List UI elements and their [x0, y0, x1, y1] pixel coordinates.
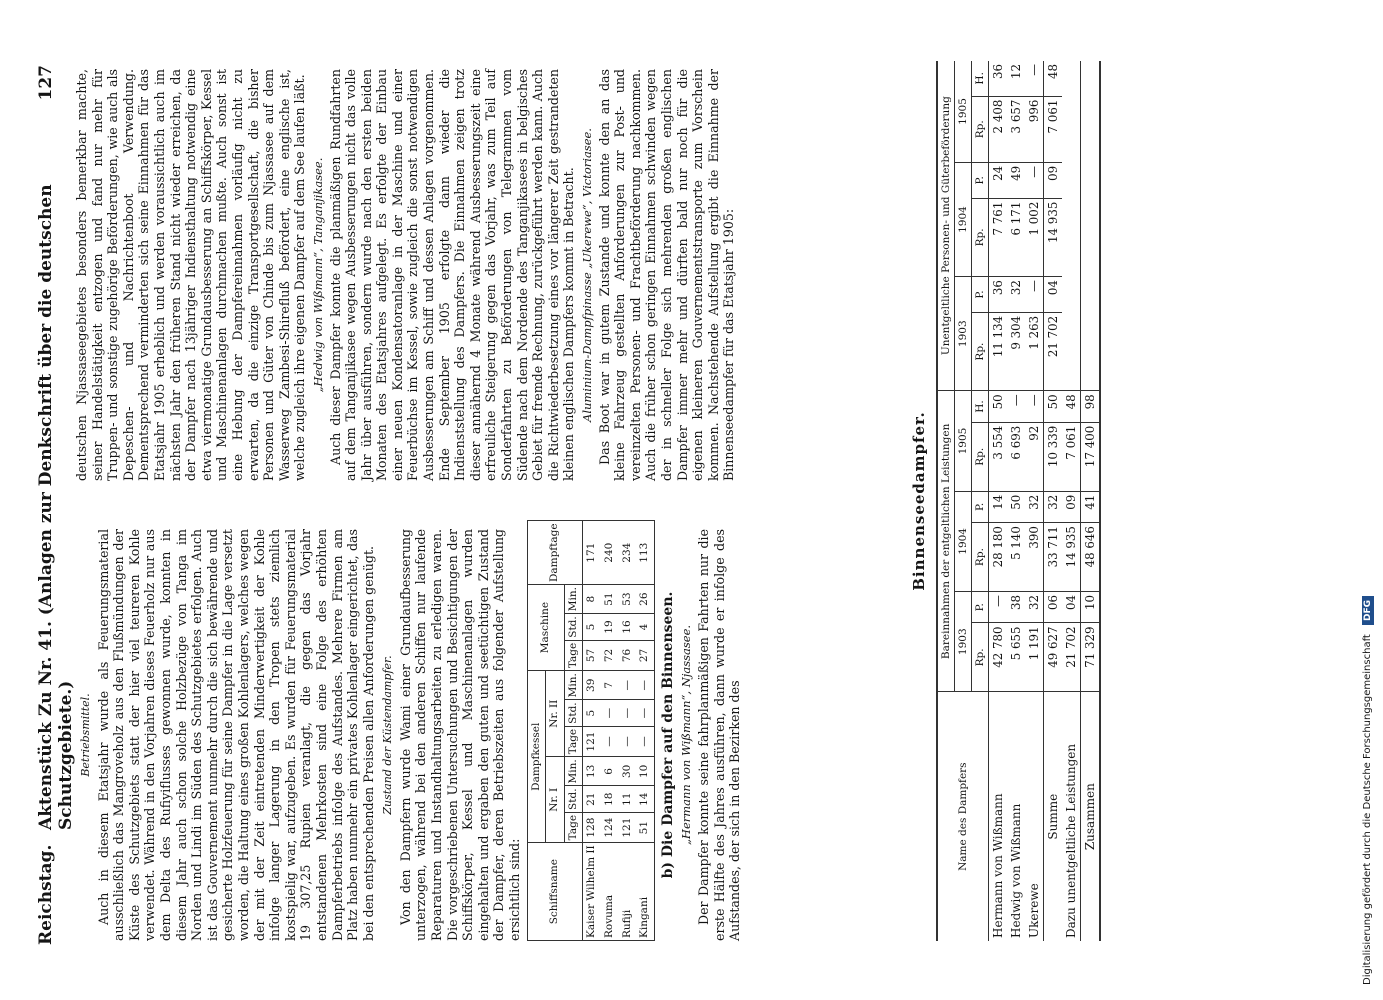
th-unit: P.: [972, 491, 989, 522]
th-unit: Tage: [564, 812, 583, 842]
cell: 113: [636, 521, 654, 585]
cell: 53: [619, 585, 637, 614]
cell: 26: [636, 585, 654, 614]
th-steamer-name: Name des Dampfers: [937, 692, 989, 941]
inland-income-table: [936, 61, 1101, 941]
cell: —: [636, 700, 654, 726]
cell: 5: [583, 614, 601, 640]
cell: Rovuma: [601, 843, 619, 941]
cell: 13: [583, 757, 601, 786]
cell: 21 702: [1062, 623, 1081, 692]
th-boiler-1: Nr. I: [546, 757, 565, 843]
ship-title-hedwig: „Hedwig von Wißmann“, Tanganjikasee.: [310, 157, 325, 393]
left-text-column: [74, 523, 745, 941]
cell: 92: [1025, 422, 1044, 491]
document-page: [30, 0, 1350, 985]
paragraph-hermann: Der Dampfer konnte seine fahrplanmäßigen Fahrten nur die erste Hälfte des Jahres ausführen, dann wurde er infolge des Aufstandes, der sich in den Bezirken des: [695, 529, 743, 941]
cell: 5 140: [1007, 523, 1025, 592]
cell: 04: [1044, 277, 1063, 313]
cell: —: [1025, 391, 1044, 422]
cell: 72: [601, 640, 619, 670]
cell: 27: [636, 640, 654, 670]
digitization-text: Digitalisierung gefördert durch die Deutsche Forschungsgemeinschaft: [1362, 634, 1373, 985]
cell: 121: [619, 812, 637, 842]
cell: 9 304: [1007, 312, 1025, 390]
table-row: [1025, 61, 1044, 941]
cell: 19: [601, 614, 619, 640]
paragraph-hedwig: Auch dieser Dampfer konnte die planmäßigen Rundfahrten auf dem Tanganjikasee wegen Ausbesserungen nicht das volle Jahr über ausführen, sondern wurde nach den ersten beiden Monaten des Etatsjahres aufgelegt. Es erfolgte der Einbau einer neuen Kondensatoranlage in der Maschine und einer Feuerbüchse im Kessel, sowie zugleich die sonst notwendigen Ausbesserungen am Schiff und dessen Anlagen vorgenommen. Ende September 1905 erfolgte dann wieder die Indienststellung des Dampfers. Die Einnahmen zeigen trotz dieser annähernd 4 Monate während Ausbesserungszeit eine erfreuliche Steigerung gegen das Vorjahr, was zum Teil auf Sonderfahrten zu Beförderungen von Telegrammen vom Südende nach dem Nordende des Tanganjikasees in belgisches Gebiet für fremde Rechnung, zurückgeführt werden kann. Auch die Richtwiederbesetzung eines vor längerer Zeit gestrandeten kleinen englischen Dampfers kommt in Betracht.: [327, 69, 577, 481]
cell: 5 655: [1007, 623, 1025, 692]
table-row-extra: [1062, 61, 1081, 941]
cell: —: [989, 592, 1008, 623]
cell: 128: [583, 812, 601, 842]
th-unit: P.: [972, 277, 989, 313]
cell: —: [619, 700, 637, 726]
cell: 3 554: [989, 422, 1008, 491]
cell: 38: [1007, 592, 1025, 623]
paragraph-fuel: Auch in diesem Etatsjahr wurde als Feuerungsmaterial ausschließlich das Mangroveholz aus den Flußmündungen der Küste des Schutzgebiets statt der hier viel teureren Kohle verwendet. Während in den Vorjahren dieses Feuerholz nur aus dem Delta des Rufiyiflusses gewonnen wurde, konnten in diesem Jahr auch schon solche Holzbezüge von Tanga im Norden und Lindi im Süden des Schutzgebietes erfolgen. Auch ist das Gouvernement nunmehr durch die sich bewährende und gesicherte Holzfeuerung für seine Dampfer in die Lage versetzt worden, die Haltung eines großen Kohlenlagers, welches wegen der mit der Zeit eintretenden Minderwertigkeit der Kohle infolge langer Lagerung in den Tropen stets ziemlich kostspielig war, aufzugeben. Es wurden für Feuerungsmaterial 19 307,25 Rupien veranlagt, die gegen das Vorjahr entstandenen Mehrkosten sind eine Folge des erhöhten Dampferbetriebs infolge des Aufstandes. Mehrere Firmen am Platz haben nunmehr ein privates Kohlenlager eingerichtet, das bei den entsprechenden Preisen allen Anforderungen genügt.: [95, 529, 376, 941]
th-unit: P.: [972, 592, 989, 623]
cell: 14: [989, 491, 1008, 522]
cell: 17 400: [1081, 422, 1101, 491]
th-unit: Min.: [564, 585, 583, 614]
cell: —: [1007, 391, 1025, 422]
table-row: [583, 521, 601, 941]
cell: —: [619, 726, 637, 756]
cell: 09: [1062, 491, 1081, 522]
th-free-transport: Unentgeltliche Personen- und Güterbeförderung: [937, 61, 955, 391]
cell: 51: [601, 585, 619, 614]
cell: —: [636, 726, 654, 756]
cell: 14 935: [1044, 198, 1063, 276]
cell: 16: [619, 614, 637, 640]
th-boiler-2: Nr. II: [546, 671, 565, 757]
th-unit: Std.: [564, 700, 583, 726]
th-unit: Tage: [564, 726, 583, 756]
cell: 1 002: [1025, 198, 1044, 276]
th-unit: Rp.: [972, 96, 989, 162]
cell: 390: [1025, 523, 1044, 592]
cell: 48 646: [1081, 523, 1101, 592]
cell: 98: [1081, 391, 1101, 422]
table-row-total: [1081, 61, 1101, 941]
cell: 6 171: [1007, 198, 1025, 276]
cell: 50: [1007, 491, 1025, 522]
cell: 39: [583, 671, 601, 700]
table-row: [989, 61, 1008, 941]
cell: 7 761: [989, 198, 1008, 276]
th-year: 1904: [955, 162, 972, 276]
cell: 124: [601, 812, 619, 842]
cell: 50: [1044, 391, 1063, 422]
cell: 14 935: [1062, 523, 1081, 592]
cell: 11 134: [989, 312, 1008, 390]
cell: —: [1025, 162, 1044, 198]
right-text-column: [74, 69, 739, 481]
cell: Kingani: [636, 843, 654, 941]
left-top-note: Betriebsmittel.: [79, 693, 92, 777]
cell: 71 329: [1081, 623, 1101, 692]
cell: 09: [1044, 162, 1063, 198]
th-year: 1904: [955, 491, 972, 591]
cell: 32: [1025, 592, 1044, 623]
cell: —: [636, 671, 654, 700]
th-ship-name: Schiffsname: [527, 843, 583, 941]
page-number: 127: [36, 65, 56, 101]
cell: 21 702: [1044, 312, 1063, 390]
th-cash-income: Bareinnahmen der entgeltlichen Leistungen: [937, 391, 955, 692]
section-title-inland: b) Die Dampfer auf den Binnenseen.: [659, 591, 676, 879]
cell: 06: [1044, 592, 1063, 623]
cell-empty: [1062, 61, 1081, 391]
th-unit: Rp.: [972, 523, 989, 592]
th-boiler: Dampfkessel: [527, 671, 546, 843]
th-unit: Min.: [564, 671, 583, 700]
cell: Summe: [1044, 692, 1063, 941]
th-unit: H.: [972, 391, 989, 422]
cell: 7 061: [1044, 96, 1063, 162]
cell: 10: [636, 757, 654, 786]
table-row: [619, 521, 637, 941]
cell: 4: [636, 614, 654, 640]
header-title: Aktenstück Zu Nr. 41. (Anlagen zur Denkschrift über die deutschen Schutzgebiete.): [36, 184, 76, 830]
cell: 2 408: [989, 96, 1008, 162]
page-header: [36, 65, 76, 945]
th-year: 1905: [955, 61, 972, 162]
cell: 36: [989, 277, 1008, 313]
cell: —: [601, 726, 619, 756]
header-left: Reichstag.: [36, 844, 56, 945]
cell: Rufiji: [619, 843, 637, 941]
cell: 28 180: [989, 523, 1008, 592]
cell: 33 711: [1044, 523, 1063, 592]
th-unit: Tage: [564, 640, 583, 670]
cell: —: [619, 671, 637, 700]
cell: 6: [601, 757, 619, 786]
th-unit: Rp.: [972, 312, 989, 390]
dfg-logo-icon: DFG: [1362, 596, 1374, 625]
table-row: [636, 521, 654, 941]
ship-title-ukerewe: Aluminium-Dampfpinasse „Ukerewe“, Victoriasee.: [580, 128, 594, 422]
cell: 24: [989, 162, 1008, 198]
cell: 8: [583, 585, 601, 614]
ship-title-hermann: „Hermann von Wißmann“, Njassasee.: [679, 624, 694, 846]
cell-empty: [1081, 61, 1101, 391]
th-engine: Maschine: [527, 585, 564, 671]
cell: 30: [619, 757, 637, 786]
cell: 49: [1007, 162, 1025, 198]
cell: 57: [583, 640, 601, 670]
cell: Hermann von Wißmann: [991, 793, 1005, 938]
cell: —: [601, 700, 619, 726]
cell: 04: [1062, 592, 1081, 623]
digitization-note: [1362, 5, 1380, 985]
cell: 171: [583, 521, 601, 585]
th-unit: P.: [972, 162, 989, 198]
table-row: [601, 521, 619, 941]
cell: 18: [601, 786, 619, 812]
cell: 1 191: [1025, 623, 1044, 692]
cell: —: [1025, 61, 1044, 96]
th-year: 1905: [955, 391, 972, 491]
th-steam-days: Dampftage: [527, 521, 583, 585]
th-unit: Min.: [564, 757, 583, 786]
cell: 11: [619, 786, 637, 812]
operating-times-table: [527, 520, 655, 941]
table-row-sum: [1044, 61, 1063, 941]
cell: Hedwig von Wißmann: [1009, 803, 1023, 938]
cell: 1 263: [1025, 312, 1044, 390]
cell: 234: [619, 521, 637, 585]
cell: Dazu unentgeltliche Leistungen: [1064, 743, 1078, 938]
cell: 5: [583, 700, 601, 726]
cell: 996: [1025, 96, 1044, 162]
inland-steamers-title: Binnenseedampfer.: [910, 411, 928, 591]
th-unit: Std.: [564, 614, 583, 640]
th-unit: Rp.: [972, 198, 989, 276]
paragraph-condition: Von den Dampfern wurde Wami einer Grundaufbesserung unterzogen, während bei den anderen Schiffen nur laufende Reparaturen und Instandhaltungsarbeiten zu erledigen waren. Die vorgeschriebenen Untersuchungen und Besichtigungen der Schiffskörper, Kessel und Maschinenanlagen wurden eingehalten und ergaben den guten und seetüchtigen Zustand der Dampfer, deren Betriebszeiten aus folgender Aufstellung ersichtlich sind:: [397, 529, 523, 941]
paragraph-njassa: deutschen Njassaseegebietes besonders bemerkbar machte, seiner Handelstätigkeit entzogen und fand nur mehr für Truppen- und sonstige zugehörige Beförderungen, wie auch als Depeschen- und Nachrichtenboot Verwendung. Dementsprechend verminderten sich seine Einnahmen für das Etatsjahr 1905 erheblich und werden voraussichtlich auch im nächsten Jahr den früheren Stand nicht wieder erreichen, da der Dampfer nach 13jähriger Indiensthaltung notwendig eine etwa viermonatige Grundausbesserung an Schiffskörper, Kessel und Maschinenanlagen durchmachen mußte. Auch sonst ist eine Hebung der Dampfereinnahmen vorläufig nicht zu erwarten, da die einzige Transportgesellschaft, die bisher Personen und Güter von Chinde bis zum Njassasee auf dem Wasserweg Zambesi-Shirefluß befördert, eine englische ist, welche zugleich ihre eigenen Dampfer auf dem See laufen läßt.: [74, 69, 308, 481]
th-unit: H.: [972, 61, 989, 96]
cell: 3 657: [1007, 96, 1025, 162]
cell: 76: [619, 640, 637, 670]
paragraph-ukerewe: Das Boot war in gutem Zustande und konnte den an das kleine Fahrzeug gestellten Anforderungen zur Post- und vereinzelten Personen- und Frachtbeförderung nachkommen. Auch die früher schon geringen Einnahmen schwinden wegen der in schneller Folge sich mehrenden großen englischen Dampfer immer mehr und dürften bald nur noch für die eigenen kleineren Gouvernementstransporte zum Vorschein kommen. Nachstehende Aufstellung ergibt die Einnahme der Binnenseedampfer für das Etatsjahr 1905:: [596, 69, 737, 481]
cell: 10 339: [1044, 422, 1063, 491]
cell: 7 061: [1062, 422, 1081, 491]
cell: 121: [583, 726, 601, 756]
cell: 51: [636, 812, 654, 842]
th-year: 1903: [955, 592, 972, 692]
table-row: [1007, 61, 1025, 941]
cell: 48: [1062, 391, 1081, 422]
cell: 14: [636, 786, 654, 812]
cell: 10: [1081, 592, 1101, 623]
cell: 36: [989, 61, 1008, 96]
cell: Zusammen: [1081, 692, 1101, 941]
cell: 49 627: [1044, 623, 1063, 692]
cell: 48: [1044, 61, 1063, 96]
cell: 32: [1044, 491, 1063, 522]
cell: 41: [1081, 491, 1101, 522]
cell: 7: [601, 671, 619, 700]
subheading-coastal-steamers: Zustand der Küstendampfer.: [381, 655, 395, 815]
cell: —: [1025, 277, 1044, 313]
cell: 6 693: [1007, 422, 1025, 491]
th-unit: Rp.: [972, 623, 989, 692]
cell: 21: [583, 786, 601, 812]
cell: Ukerewe: [1027, 883, 1041, 938]
cell: 42 780: [989, 623, 1008, 692]
cell: 50: [989, 391, 1008, 422]
th-unit: Std.: [564, 786, 583, 812]
th-year: 1903: [955, 277, 972, 391]
cell: Kaiser Wilhelm II: [583, 843, 601, 941]
cell: 12: [1007, 61, 1025, 96]
th-unit: Rp.: [972, 422, 989, 491]
cell: 240: [601, 521, 619, 585]
cell: 32: [1025, 491, 1044, 522]
cell: 32: [1007, 277, 1025, 313]
